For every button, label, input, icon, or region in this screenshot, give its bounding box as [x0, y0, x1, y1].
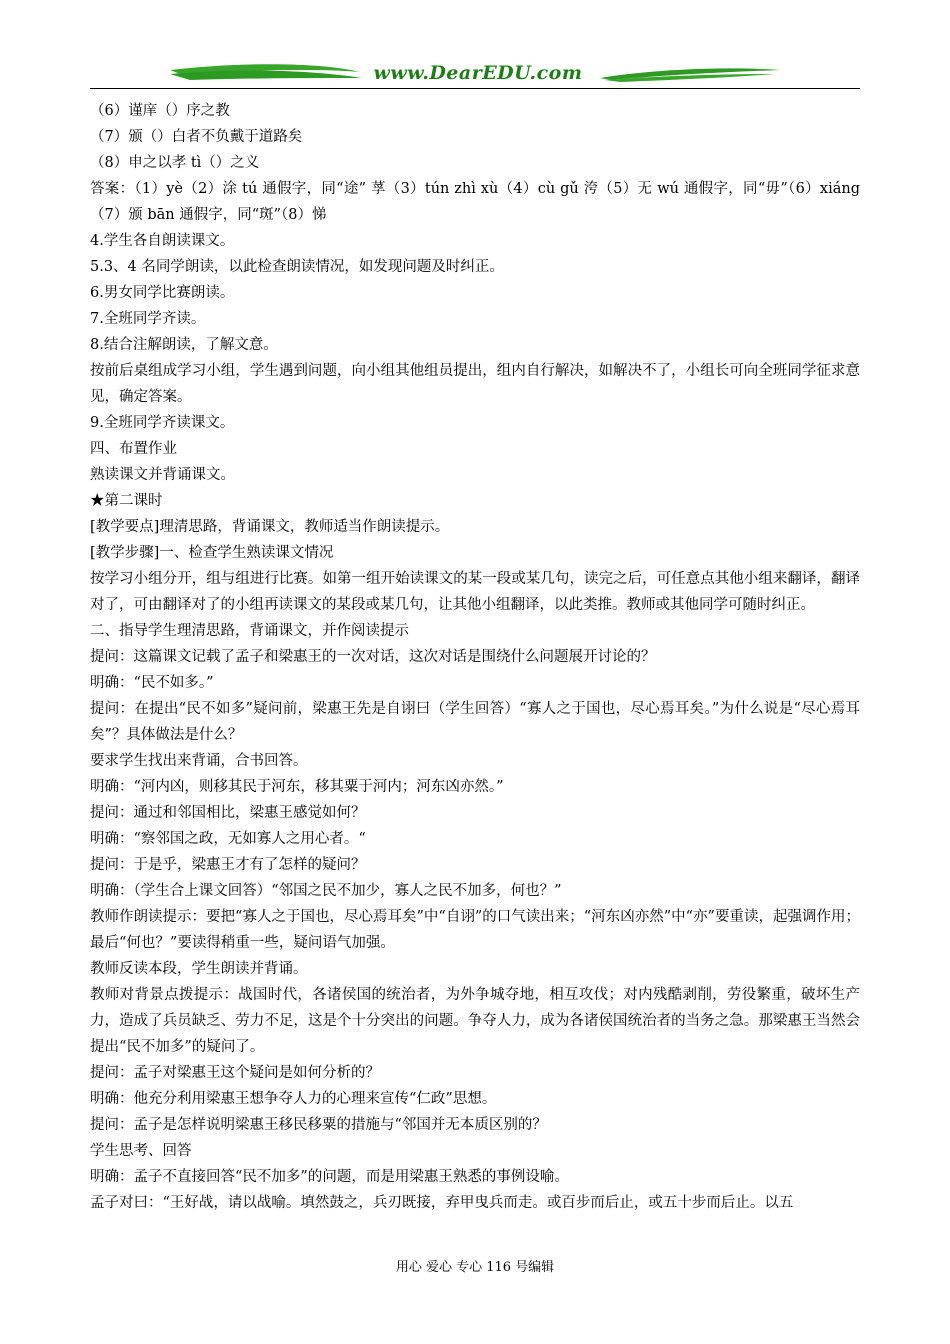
text-line: （8）申之以孝 tì（）之义 — [90, 155, 260, 171]
text-line: 提问：这篇课文记载了孟子和梁惠王的一次对话，这次对话是围绕什么问题展开讨论的？ — [90, 649, 656, 665]
text-line: 明确：“民不如多。” — [90, 675, 214, 691]
text-line: 明确：（学生合上课文回答）“邻国之民不加少，寡人之民不加多，何也？” — [90, 883, 562, 899]
text-line: 8.结合注解朗读，了解文意。 — [90, 337, 278, 353]
text-line: 提问：通过和邻国相比，梁惠王感觉如何？ — [90, 805, 366, 821]
text-line: 7.全班同学齐读。 — [90, 311, 206, 327]
text-paragraph: 按前后桌组成学习小组，学生遇到问题，向小组其他组员提出，组内自行解决，如解决不了，小组长可向全班同学征求意见，确定答案。 — [90, 363, 860, 405]
text-line: 4.学生各自朗读课文。 — [90, 233, 235, 249]
text-line: [教学要点]理清思路，背诵课文，教师适当作朗读提示。 — [90, 519, 450, 535]
page-footer: 用心 爱心 专心 116 号编辑 — [395, 1260, 555, 1275]
text-line: 要求学生找出来背诵，合书回答。 — [90, 753, 308, 769]
text-line: 学生思考、回答 — [90, 1143, 192, 1159]
text-line: 明确：“河内凶，则移其民于河东，移其粟于河内；河东凶亦然。” — [90, 779, 504, 795]
section-heading: 四、布置作业 — [90, 441, 177, 457]
text-line: 提问：孟子是怎样说明梁惠王移民移粟的措施与“邻国并无本质区别的？ — [90, 1117, 547, 1133]
text-line: 6.男女同学比赛朗读。 — [90, 285, 235, 301]
text-line: 教师反读本段，学生朗读并背诵。 — [90, 961, 308, 977]
text-line: （7）颁（）白者不负戴于道路矣 — [90, 129, 303, 145]
header-divider — [90, 88, 860, 89]
section-heading: ★第二课时 — [90, 493, 163, 509]
site-logo-text[interactable]: www.DearEDU.com — [373, 62, 583, 84]
section-heading: 二、指导学生理清思路，背诵课文，并作阅读提示 — [90, 623, 409, 639]
text-line: 提问：孟子对梁惠王这个疑问是如何分析的？ — [90, 1065, 380, 1081]
document-body — [90, 98, 860, 1216]
text-line: 孟子对曰：“王好战，请以战喻。填然鼓之，兵刃既接，弃甲曳兵而走。或百步而后止，或五十步而后止。以五 — [90, 1195, 794, 1211]
text-line: [教学步骤]一、检查学生熟读课文情况 — [90, 545, 334, 561]
answer-paragraph: 答案：（1）yè（2）涂 tú 通假字，同“途” 莩（3）tún zhì xù（4）cù gǔ 洿（5）无 wú 通假字，同“毋”（6）xiáng（7）颁 bān 通假字，同“斑”（8）悌 — [90, 181, 860, 223]
text-line: 明确：“察邻国之政，无如寡人之用心者。“ — [90, 831, 366, 847]
text-line: 明确：他充分利用梁惠王想争夺人力的心理来宣传“仁政”思想。 — [90, 1091, 497, 1107]
text-line: 熟读课文并背诵课文。 — [90, 467, 235, 483]
text-paragraph: 教师对背景点拨提示：战国时代，各诸侯国的统治者，为外争城夺地，相互攻伐；对内残酷剥削，劳役繁重，破坏生产力，造成了兵员缺乏、劳力不足，这是个十分突出的问题。争夺人力，成为各诸侯国统治者的当务之急。那梁惠王当然会提出“民不加多”的疑问了。 — [90, 987, 860, 1055]
text-line: 5.3、4 名同学朗读，以此检查朗读情况，如发现问题及时纠正。 — [90, 259, 504, 275]
text-paragraph: 按学习小组分开，组与组进行比赛。如第一组开始读课文的某一段或某几句，读完之后，可任意点其他小组来翻译，翻译对了，可由翻译对了的小组再读课文的某段或某几句，让其他小组翻译，以此类推。教师或其他同学可随时纠正。 — [90, 571, 860, 613]
text-paragraph: 提问：在提出“民不如多”疑问前，梁惠王先是自诩曰（学生回答）“寡人之于国也，尽心焉耳矣。”为什么说是“尽心焉耳矣”？具体做法是什么？ — [90, 701, 860, 743]
text-line: 提问：于是乎，梁惠王才有了怎样的疑问？ — [90, 857, 366, 873]
text-line: 明确：孟子不直接回答“民不加多”的问题，而是用梁惠王熟悉的事例设喻。 — [90, 1169, 569, 1185]
text-paragraph: 教师作朗读提示：要把“寡人之于国也，尽心焉耳矣”中“自诩”的口气读出来；“河东凶亦然”中“亦”要重读，起强调作用；最后“何也？”要读得稍重一些，疑问语气加强。 — [90, 909, 860, 951]
text-line: （6）谨庠（）序之教 — [90, 103, 230, 119]
text-line: 9.全班同学齐读课文。 — [90, 415, 235, 431]
